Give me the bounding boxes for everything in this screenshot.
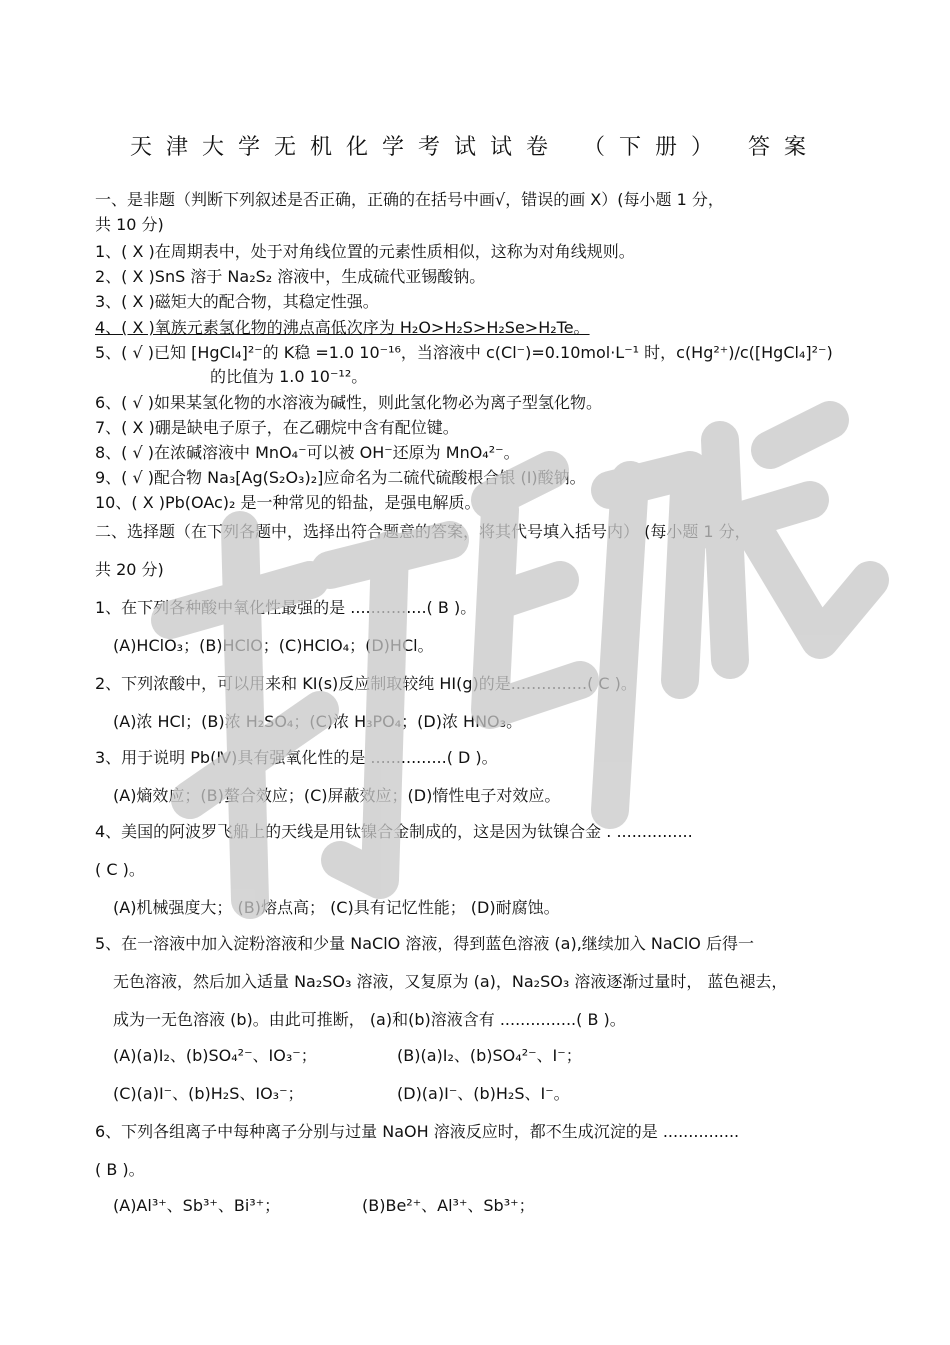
mc-option-5a: (A)(a)I₂、(b)SO₄²⁻、IO₃⁻； <box>113 1046 317 1065</box>
tf-item-3: 3、( X )磁矩大的配合物，其稳定性强。 <box>95 292 379 311</box>
tf-item-10: 10、( X )Pb(OAc)₂ 是一种常见的铅盐，是强电解质。 <box>95 493 481 512</box>
mc-options-4: (A)机械强度大； (B)熔点高； (C)具有记忆性能； (D)耐腐蚀。 <box>113 898 560 917</box>
mc-answer-6: ( B )。 <box>95 1160 145 1179</box>
mc-question-2: 2、下列浓酸中，可以用来和 KI(s)反应制取较纯 HI(g)的是...............( C )。 <box>95 674 637 693</box>
tf-item-9: 9、( √ )配合物 Na₃[Ag(S₂O₃)₂]应命名为二硫代硫酸根合银 (Ⅰ)酸钠。 <box>95 468 586 487</box>
mc-option-6a: (A)Al³⁺、Sb³⁺、Bi³⁺； <box>113 1196 281 1215</box>
mc-question-5-line1: 5、在一溶液中加入淀粉溶液和少量 NaClO 溶液，得到蓝色溶液 (a),继续加入 NaClO 后得一 <box>95 934 754 953</box>
tf-item-5-cont: 的比值为 1.0 10⁻¹²。 <box>210 367 368 386</box>
mc-question-5-line2: 无色溶液，然后加入适量 Na₂SO₃ 溶液，又复原为 (a)，Na₂SO₃ 溶液逐渐过量时， 蓝色褪去， <box>113 972 788 991</box>
mc-options-3: (A)熵效应；(B)螯合效应；(C)屏蔽效应；(D)惰性电子对效应。 <box>113 786 561 805</box>
tf-item-5: 5、( √ )已知 [HgCl₄]²⁻的 K稳 =1.0 10⁻¹⁶，当溶液中 c(Cl⁻)=0.10mol·L⁻¹ 时，c(Hg²⁺)/c([HgCl₄]²⁻) <box>95 343 833 362</box>
mc-question-4: 4、美国的阿波罗飞船上的天线是用钛镍合金制成的，这是因为钛镍合金 . ............... <box>95 822 693 841</box>
tf-item-2: 2、( X )SnS 溶于 Na₂S₂ 溶液中，生成硫代亚锡酸钠。 <box>95 267 486 286</box>
tf-item-7: 7、( X )硼是缺电子原子，在乙硼烷中含有配位键。 <box>95 418 459 437</box>
section1-header-line1: 一、是非题（判断下列叙述是否正确，正确的在括号中画√，错误的画 X）(每小题 1 分， <box>95 190 724 209</box>
mc-option-5c: (C)(a)I⁻、(b)H₂S、IO₃⁻； <box>113 1084 304 1103</box>
mc-option-5d: (D)(a)I⁻、(b)H₂S、I⁻。 <box>397 1084 570 1103</box>
tf-item-1: 1、( X )在周期表中，处于对角线位置的元素性质相似，这称为对角线规则。 <box>95 242 635 261</box>
tf-item-6: 6、( √ )如果某氢化物的水溶液为碱性，则此氢化物必为离子型氢化物。 <box>95 393 603 412</box>
tf-item-4: 4、( X )氧族元素氢化物的沸点高低次序为 H₂O>H₂S>H₂Se>H₂Te。 <box>95 318 590 337</box>
mc-question-3: 3、用于说明 Pb(Ⅳ)具有强氧化性的是 ...............( D )。 <box>95 748 498 767</box>
mc-question-1: 1、在下列各种酸中氧化性最强的是 ...............( B )。 <box>95 598 477 617</box>
mc-question-6: 6、下列各组离子中每种离子分别与过量 NaOH 溶液反应时，都不生成沉淀的是 ............... <box>95 1122 740 1141</box>
mc-question-5-line3: 成为一无色溶液 (b)。由此可推断， (a)和(b)溶液含有 ...............( B )。 <box>113 1010 626 1029</box>
mc-options-1: (A)HClO₃；(B)HClO；(C)HClO₄；(D)HCl。 <box>113 636 434 655</box>
section2-header-line1: 二、选择题（在下列各题中，选择出符合题意的答案，将其代号填入括号内） (每小题 1 分， <box>95 522 751 541</box>
mc-option-5b: (B)(a)I₂、(b)SO₄²⁻、I⁻； <box>397 1046 582 1065</box>
section1-header-line2: 共 10 分) <box>95 215 164 234</box>
mc-answer-4: ( C )。 <box>95 860 145 879</box>
section2-header-line2: 共 20 分) <box>95 560 164 579</box>
mc-options-2: (A)浓 HCl；(B)浓 H₂SO₄；(C)浓 H₃PO₄；(D)浓 HNO₃。 <box>113 712 523 731</box>
tf-item-8: 8、( √ )在浓碱溶液中 MnO₄⁻可以被 OH⁻还原为 MnO₄²⁻。 <box>95 443 520 462</box>
mc-option-6b: (B)Be²⁺、Al³⁺、Sb³⁺； <box>362 1196 535 1215</box>
page-title: 天津大学无机化学考试试卷 （下册） 答案 <box>130 135 820 160</box>
